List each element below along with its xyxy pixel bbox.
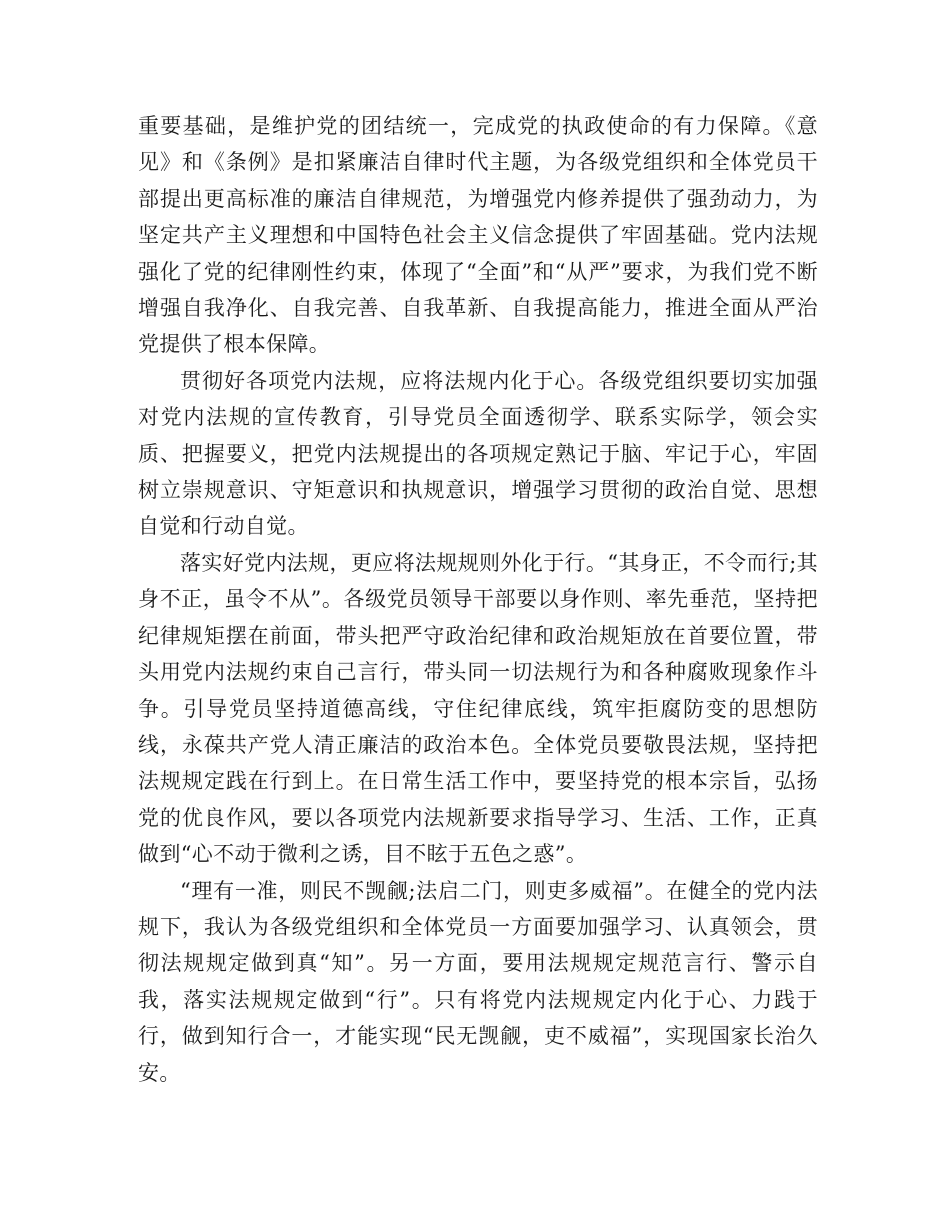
document-body — [138, 108, 818, 1091]
paragraph-externalize: 落实好党内法规，更应将法规规则外化于行。“其身正，不令而行;其身不正，虽令不从”。各级党员领导干部要以身作则、率先垂范，坚持把纪律规矩摆在前面，带头把严守政治纪律和政治规矩放在首要位置，带头用党内法规约束自己言行，带头同一切法规行为和各种腐败现象作斗争。引导党员坚持道德高线，守住纪律底线，筑牢拒腐防变的思想防线，永葆共产党人清正廉洁的政治本色。全体党员要敬畏法规，坚持把法规规定践在行到上。在日常生活工作中，要坚持党的根本宗旨，弘扬党的优良作风，要以各项党内法规新要求指导学习、生活、工作，正真做到“心不动于微利之诱，目不眩于五色之惑”。 — [138, 550, 818, 867]
paragraph-internalize: 贯彻好各项党内法规，应将法规内化于心。各级党组织要切实加强对党内法规的宣传教育，引导党员全面透彻学、联系实际学，领会实质、把握要义，把党内法规提出的各项规定熟记于脑、牢记于心，牢固树立崇规意识、守矩意识和执规意识，增强学习贯彻的政治自觉、思想自觉和行动自觉。 — [138, 368, 818, 539]
paragraph-continuation: 重要基础，是维护党的团结统一，完成党的执政使命的有力保障。《意见》和《条例》是扣紧廉洁自律时代主题，为各级党组织和全体党员干部提出更高标准的廉洁自律规范，为增强党内修养提供了强劲动力，为坚定共产主义理想和中国特色社会主义信念提供了牢固基础。党内法规强化了党的纪律刚性约束，体现了“全面”和“从严”要求，为我们党不断增强自我净化、自我完善、自我革新、自我提高能力，推进全面从严治党提供了根本保障。 — [138, 114, 818, 357]
paragraph-conclusion: “理有一准，则民不觊觎;法启二门，则吏多威福”。在健全的党内法规下，我认为各级党组织和全体党员一方面要加强学习、认真领会，贯彻法规规定做到真“知”。另一方面，要用法规规定规范言行、警示自我，落实法规规定做到“行”。只有将党内法规规定内化于心、力践于行，做到知行合一，才能实现“民无觊觎，吏不威福”，实现国家长治久安。 — [138, 878, 818, 1085]
